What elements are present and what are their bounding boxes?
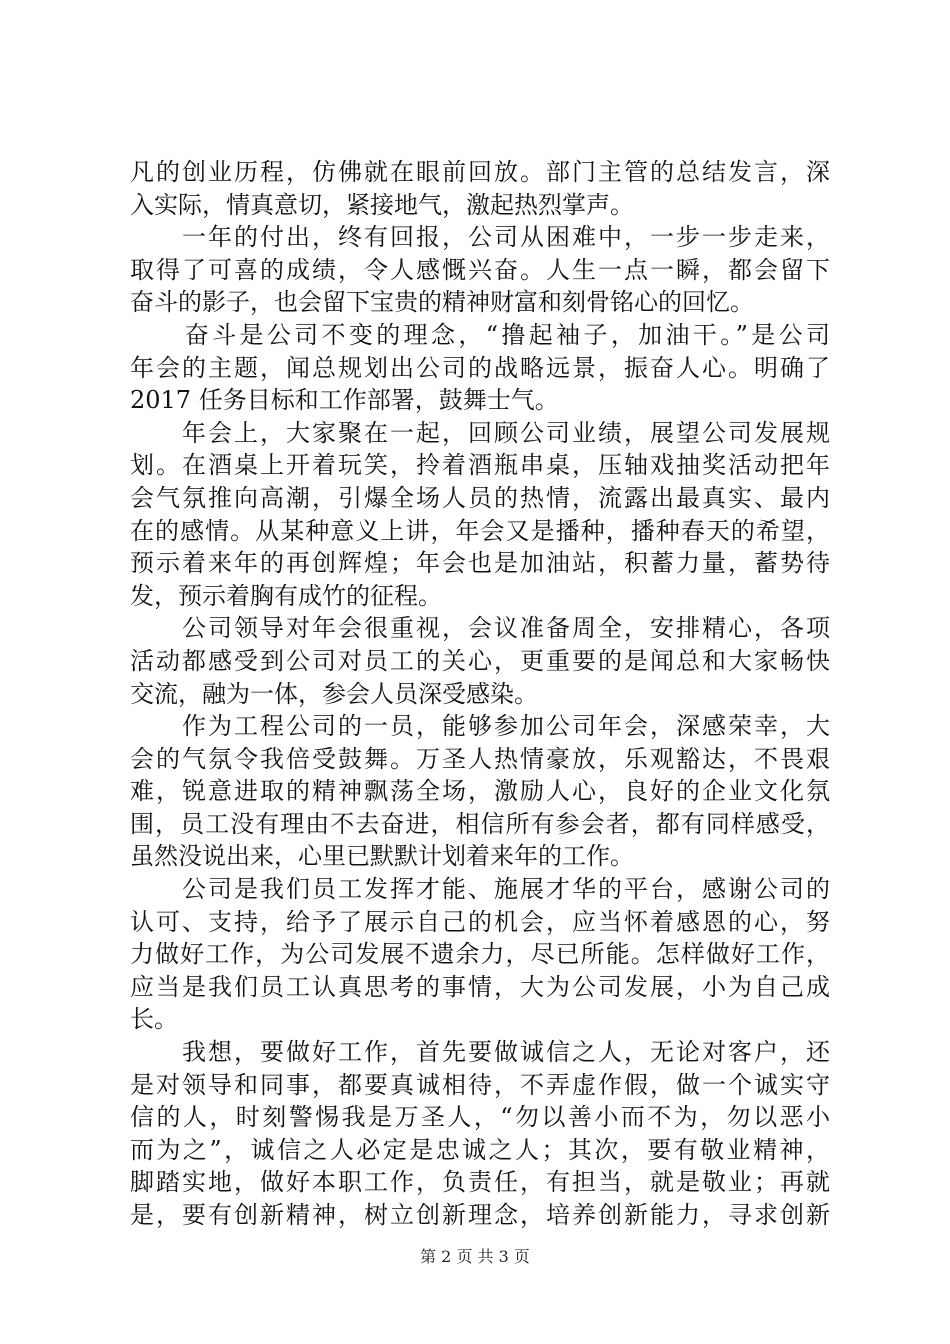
text-line: 是对领导和同事，都要真诚相待，不弄虚作假，做一个诚实守: [130, 1070, 830, 1099]
text-line: 奋斗是公司不变的理念，“撸起袖子，加油干。”是公司: [130, 320, 830, 349]
text-line: 认可、支持，给予了展示自己的机会，应当怀着感恩的心，努: [130, 907, 830, 936]
text-line: 力做好工作，为公司发展不遗余力，尽已所能。怎样做好工作，: [130, 940, 830, 969]
text-line: 年会的主题，闻总规划出公司的战略远景，振奋人心。明确了: [130, 353, 830, 382]
text-line: 信的人，时刻警惕我是万圣人，“勿以善小而不为，勿以恶小: [130, 1103, 830, 1132]
text-line: 年会上，大家聚在一起，回顾公司业绩，展望公司发展规: [130, 418, 830, 447]
text-line: 应当是我们员工认真思考的事情，大为公司发展，小为自己成: [130, 972, 830, 1001]
text-line: 是，要有创新精神，树立创新理念，培养创新能力，寻求创新: [130, 1201, 830, 1229]
text-line: 难，锐意进取的精神飘荡全场，激励人心，良好的企业文化氛: [130, 777, 830, 806]
text-line: 公司是我们员工发挥才能、施展才华的平台，感谢公司的: [130, 875, 830, 904]
text-line: 划。在酒桌上开着玩笑，拎着酒瓶串桌，压轴戏抽奖活动把年: [130, 451, 830, 480]
text-line: 凡的创业历程，仿佛就在眼前回放。部门主管的总结发言，深: [130, 158, 830, 186]
text-line: 预示着来年的再创辉煌；年会也是加油站，积蓄力量，蓄势待: [130, 549, 830, 578]
text-line: 交流，融为一体，参会人员深受感染。: [130, 679, 538, 708]
text-line: 入实际，情真意切，紧接地气，激起热烈掌声。: [130, 190, 634, 219]
text-line: 虽然没说出来，心里已默默计划着来年的工作。: [130, 842, 634, 871]
text-line: 作为工程公司的一员，能够参加公司年会，深感荣幸，大: [130, 712, 830, 741]
page-number: 第 2 页 共 3 页: [420, 1247, 530, 1266]
text-line: 2017 任务目标和工作部署，鼓舞士气。: [130, 386, 559, 415]
text-line: 会的气氛令我倍受鼓舞。万圣人热情豪放，乐观豁达，不畏艰: [130, 744, 830, 773]
text-line: 活动都感受到公司对员工的关心，更重要的是闻总和大家畅快: [130, 646, 830, 675]
text-line: 奋斗的影子，也会留下宝贵的精神财富和刻骨铭心的回忆。: [130, 288, 754, 317]
text-line: 脚踏实地，做好本职工作，负责任，有担当，就是敬业；再就: [130, 1168, 830, 1197]
text-line: 长。: [130, 1005, 178, 1034]
text-line: 而为之”，诚信之人必定是忠诚之人；其次，要有敬业精神，: [130, 1135, 830, 1164]
text-line: 在的感情。从某种意义上讲，年会又是播种，播种春天的希望，: [130, 516, 830, 545]
text-line: 一年的付出，终有回报，公司从困难中，一步一步走来，: [130, 223, 830, 252]
text-line: 会气氛推向高潮，引爆全场人员的热情，流露出最真实、最内: [130, 483, 830, 512]
text-line: 公司领导对年会很重视，会议准备周全，安排精心，各项: [130, 614, 830, 643]
text-line: 我想，要做好工作，首先要做诚信之人，无论对客户，还: [130, 1038, 830, 1067]
document-body: [130, 156, 830, 1232]
text-line: 发，预示着胸有成竹的征程。: [130, 581, 442, 610]
text-line: 取得了可喜的成绩，令人感慨兴奋。人生一点一瞬，都会留下: [130, 255, 830, 284]
text-line: 围，员工没有理由不去奋进，相信所有参会者，都有同样感受，: [130, 809, 830, 838]
page-footer: [0, 1244, 950, 1267]
